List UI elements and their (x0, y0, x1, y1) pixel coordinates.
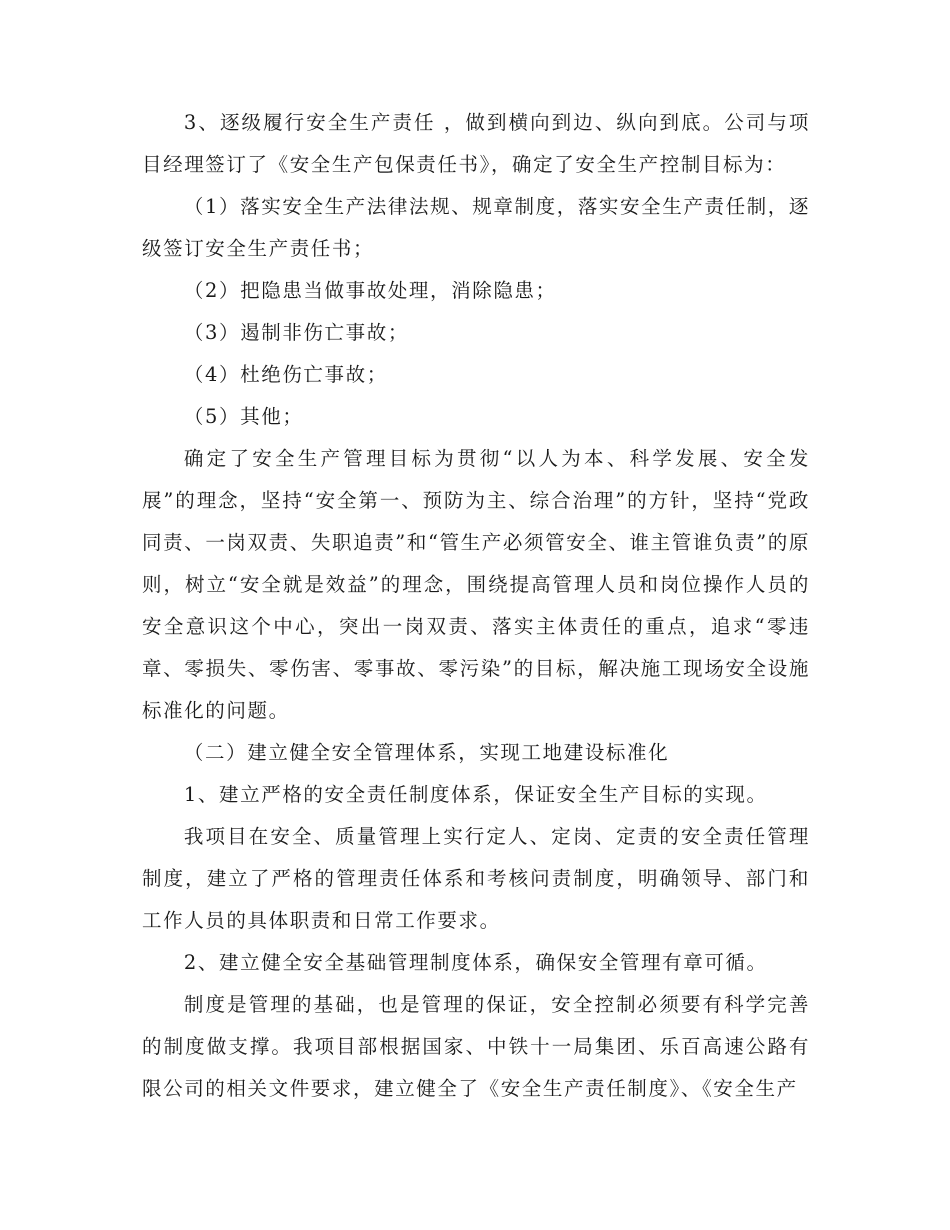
list-item-4: （4）杜绝伤亡事故； (183, 363, 388, 386)
section-heading-2: （二）建立健全安全管理体系，实现工地建设标准化 (183, 741, 670, 764)
paragraph-institutional-system: 制度是管理的基础，也是管理的保证，安全控制必须要有科学完善的制度做支撑。我项目部根据国家、中铁十一局集团、乐百高速公路有限公司的相关文件要求，建立健全了《安全生产责任制度》、《安全生产 (142, 993, 810, 1100)
list-item-5: （5）其他； (183, 405, 304, 428)
document-body (142, 102, 810, 1110)
subheading-1: 1、建立严格的安全责任制度体系，保证安全生产目标的实现。 (183, 783, 768, 806)
list-item-2: （2）把隐患当做事故处理，消除隐患； (183, 279, 557, 302)
list-item-1: （1）落实安全生产法律法规、规章制度，落实安全生产责任制，逐级签订安全生产责任书； (142, 195, 810, 260)
subheading-2: 2、建立健全安全基础管理制度体系，确保安全管理有章可循。 (183, 951, 768, 974)
paragraph-management-goals: 确定了安全生产管理目标为贯彻“以人为本、科学发展、安全发展”的理念，坚持“安全第一、预防为主、综合治理”的方针，坚持“党政同责、一岗双责、失职追责”和“管生产必须管安全、谁主管谁负责”的原则，树立“安全就是效益”的理念，围绕提高管理人员和岗位操作人员的安全意识这个中心，突出一岗双责、落实主体责任的重点，追求“零违章、零损失、零伤害、零事故、零污染”的目标，解决施工现场安全设施标准化的问题。 (142, 447, 810, 722)
paragraph-responsibility-goals: 3、逐级履行安全生产责任 ，做到横向到边、纵向到底。公司与项目经理签订了《安全生产包保责任书》，确定了安全生产控制目标为： (142, 111, 810, 176)
paragraph-responsibility-system: 我项目在安全、质量管理上实行定人、定岗、定责的安全责任管理制度，建立了严格的管理责任体系和考核问责制度，明确领导、部门和工作人员的具体职责和日常工作要求。 (142, 825, 810, 932)
list-item-3: （3）遏制非伤亡事故； (183, 321, 409, 344)
